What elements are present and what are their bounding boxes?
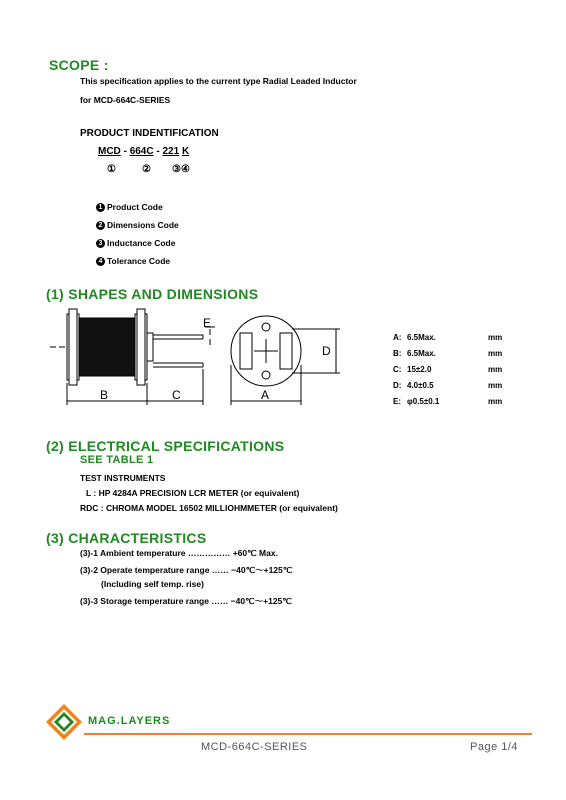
base — [147, 333, 153, 361]
dim-key: B: — [393, 349, 402, 358]
winding — [79, 318, 135, 376]
flange-right-outer — [137, 309, 145, 385]
dim-key: A: — [393, 333, 402, 342]
label-a: A — [261, 388, 270, 402]
footer-divider — [84, 733, 532, 735]
code-part-series: MCD — [98, 146, 121, 157]
legend-label: Dimensions Code — [107, 220, 179, 230]
code-part-tolerance: K — [181, 146, 190, 157]
code-marker-2: ② — [142, 164, 151, 175]
dim-key: C: — [393, 365, 402, 374]
dim-row-b — [393, 349, 533, 365]
label-b: B — [100, 388, 109, 402]
code-marker-1: ① — [107, 164, 116, 175]
characteristics-title: (3) CHARACTERISTICS — [46, 530, 207, 546]
legend-tolerance-code — [96, 256, 170, 266]
product-code — [98, 146, 189, 157]
brand-name: MAG.LAYERS — [88, 715, 171, 727]
footer-doc-name: MCD-664C-SERIES — [201, 741, 308, 753]
label-e: E — [203, 316, 212, 330]
dim-value: 4.0±0.5 — [407, 381, 434, 390]
dimensions-table — [393, 333, 533, 413]
pin-hole-top — [262, 323, 270, 331]
scope-title: SCOPE : — [49, 57, 109, 73]
legend-label: Inductance Code — [107, 238, 176, 248]
code-sep-1: - — [123, 146, 127, 157]
instrument-rdc: RDC : CHROMA MODEL 16502 MILLIOHMMETER (or equivalent) — [80, 503, 338, 513]
char-line-2: (3)-2 Operate temperature range …… −40℃～+125℃ — [80, 565, 293, 575]
dim-row-a — [393, 333, 533, 349]
dim-value: φ0.5±0.1 — [407, 397, 440, 406]
dim-row-d — [393, 381, 533, 397]
dim-unit: mm — [488, 333, 503, 342]
code-marker-34: ③④ — [172, 164, 190, 175]
dim-row-c — [393, 365, 533, 381]
legend-label: Tolerance Code — [107, 256, 171, 266]
char-line-4: (3)-3 Storage temperature range …… −40℃～+125℃ — [80, 596, 292, 606]
dim-value: 6.5Max. — [407, 333, 436, 342]
legend-inductance-code — [96, 238, 175, 248]
dim-unit: mm — [488, 365, 503, 374]
front-flat-left — [240, 333, 252, 369]
char-line-1: (3)-1 Ambient temperature …………… +60℃ Max. — [80, 548, 278, 558]
code-part-dimension: 664C — [129, 146, 154, 157]
dimension-drawing — [40, 305, 370, 410]
dim-key: D: — [393, 381, 402, 390]
legend-label: Product Code — [107, 202, 163, 212]
number-badge: 1 — [96, 203, 105, 212]
number-badge: 2 — [96, 221, 105, 230]
dim-unit: mm — [488, 349, 503, 358]
pin-hole-bottom — [262, 371, 270, 379]
char-line-3: (Including self temp. rise) — [101, 579, 204, 589]
front-flat-right — [280, 333, 292, 369]
instrument-l: L : HP 4284A PRECISION LCR METER (or equivalent) — [86, 488, 300, 498]
legend-dimensions-code — [96, 220, 179, 230]
maglayers-logo-icon — [44, 702, 84, 742]
number-badge: 4 — [96, 257, 105, 266]
legend-product-code — [96, 202, 163, 212]
label-c: C — [172, 388, 181, 402]
scope-line-2: for MCD-664C-SERIES — [80, 95, 171, 105]
scope-line-1: This specification applies to the current type Radial Leaded Inductor — [80, 76, 357, 86]
dim-key: E: — [393, 397, 401, 406]
shapes-title: (1) SHAPES AND DIMENSIONS — [46, 286, 259, 302]
dim-unit: mm — [488, 397, 503, 406]
dim-value: 6.5Max. — [407, 349, 436, 358]
footer-page-number: Page 1/4 — [470, 741, 519, 753]
dim-unit: mm — [488, 381, 503, 390]
code-sep-2: - — [156, 146, 160, 157]
code-part-inductance: 221 — [162, 146, 180, 157]
electrical-title: (2) ELECTRICAL SPECIFICATIONS — [46, 438, 285, 454]
instruments-title: TEST INSTRUMENTS — [80, 473, 166, 483]
flange-left-outer — [69, 309, 77, 385]
dim-value: 15±2.0 — [407, 365, 432, 374]
dim-row-e — [393, 397, 533, 413]
product-id-title: PRODUCT INDENTIFICATION — [80, 128, 219, 139]
number-badge: 3 — [96, 239, 105, 248]
label-d: D — [322, 344, 331, 358]
electrical-subtitle: SEE TABLE 1 — [80, 454, 154, 466]
